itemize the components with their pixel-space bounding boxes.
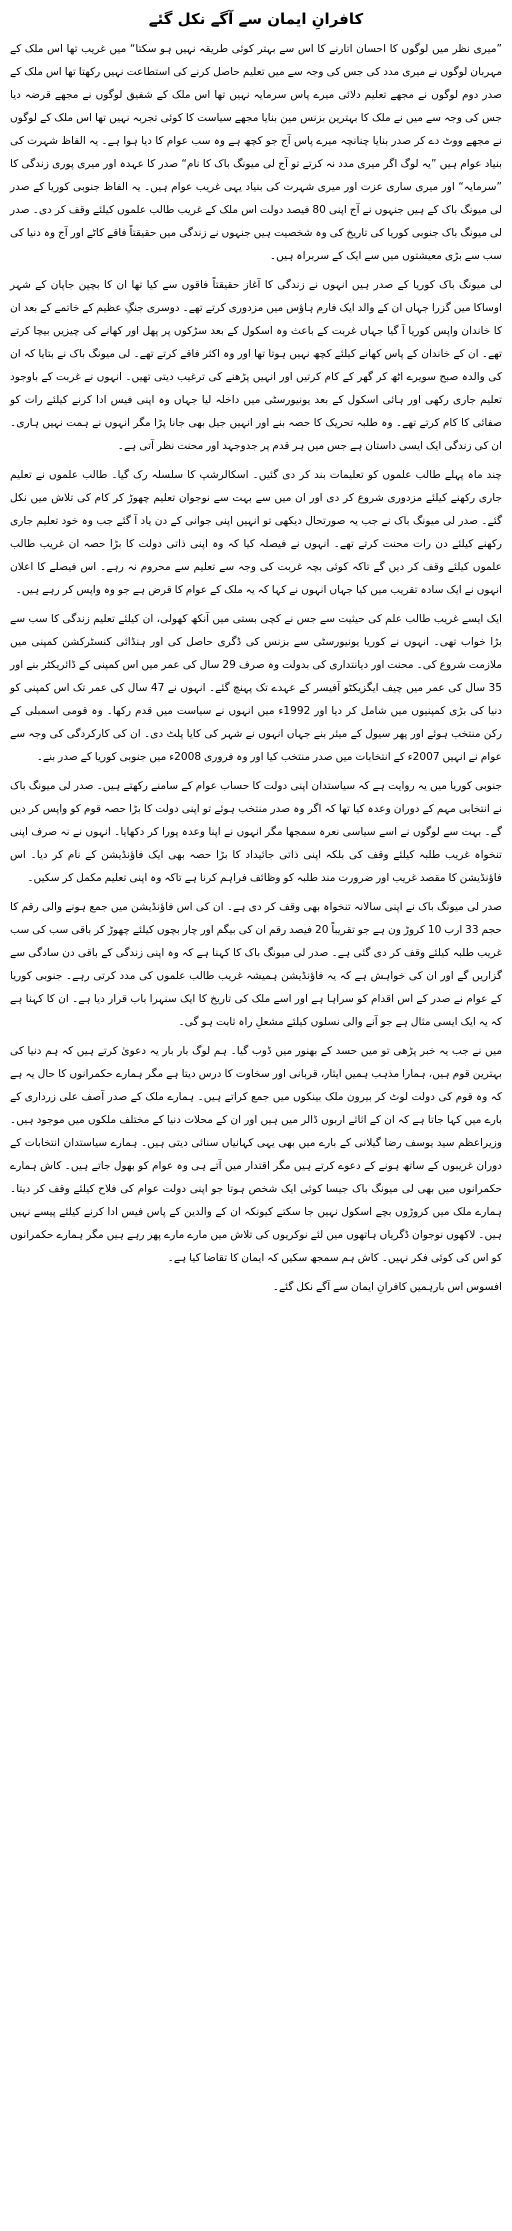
article-headline: کافرانِ ایمان سے آگے نکل گئے (148, 10, 364, 28)
article-closing-line: افسوس اس بارہمیں کافرانِ ایمان سے آگے نکل گئے۔ (272, 1281, 502, 1293)
article-paragraph: ایک ایسے غریب طالب علم کی حیثیت سے جس نے کچی بستی میں آنکھ کھولی، ان کیلئے تعلیم زندگی کا سب سے بڑا خواب تھی۔ انہوں نے کوریا یونیورسٹی سے بزنس کی ڈگری حاصل کی اور ہنڈائی کنسٹرکشن کمپنی میں ملازمت شروع کی۔ محنت اور دیانتداری کی بدولت وہ صرف 29 سال کی عمر میں اس کمپنی کے ڈائریکٹر بنے اور 35 سال کی عمر میں چیف ایگزیکٹو آفیسر کے عہدے تک پہنچ گئے۔ انہوں نے 47 سال کی عمر تک اس کمپنی کو دنیا کی بڑی کمپنیوں میں شامل کر دیا اور 1992ء میں انہوں نے سیاست میں قدم رکھا۔ وہ قومی اسمبلی کے رکن منتخب ہوئے اور پھر سیول کے میئر بنے جہاں انہوں نے شہر کی کایا پلٹ دی۔ ان کی کارکردگی کی وجہ سے عوام نے انہیں 2007ء کے انتخابات میں صدر منتخب کیا اور وہ فروری 2008ء میں جنوبی کوریا کے صدر بنے۔ (10, 613, 503, 763)
article-paragraph: لی میونگ باک کوریا کے صدر ہیں انہوں نے زندگی کا آغاز حقیقتاً فاقوں سے کیا تھا ان کا بچپن جاپان کے شہر اوساکا میں گزرا جہاں ان کے والد ایک فارم ہاؤس میں مزدوری کرتے تھے۔ دوسری جنگِ عظیم کے خاتمے کے بعد ان کا خاندان واپس کوریا آ گیا جہاں غربت کے باعث وہ اسکول کے بعد سڑکوں پر پھل اور کھانے کی چیزیں بیچا کرتے تھے۔ ان کے خاندان کے پاس کھانے کیلئے کچھ نہیں ہوتا تھا اور وہ اکثر فاقے کرتے تھے۔ لی میونگ باک نے بتایا کہ ان کی والدہ صبح سویرے اٹھ کر گھر کے کام کرتیں اور انہیں پڑھنے کی ترغیب دیتی تھیں۔ انہوں نے غربت کے باوجود تعلیم جاری رکھی اور ہائی اسکول کے بعد یونیورسٹی میں داخلہ لیا جہاں وہ اپنی فیس ادا کرنے کیلئے رات کو صفائی کا کام کرتے تھے۔ وہ طلبہ تحریک کا حصہ بنے اور انہیں جیل بھی جانا پڑا مگر انہوں نے ہمت نہیں ہاری۔ ان کی زندگی ایک ایسی داستان ہے جس میں ہر قدم پر جدوجہد اور محنت نظر آتی ہے۔ (10, 279, 502, 452)
article-paragraph: جنوبی کوریا میں یہ روایت ہے کہ سیاستدان اپنی دولت کا حساب عوام کے سامنے رکھتے ہیں۔ صدر لی میونگ باک نے انتخابی مہم کے دوران وعدہ کیا تھا کہ اگر وہ صدر منتخب ہوئے تو اپنی دولت کا بڑا حصہ قوم کو واپس کر دیں گے۔ بہت سے لوگوں نے اسے سیاسی نعرہ سمجھا مگر انہوں نے اپنا وعدہ پورا کر دکھایا۔ انہوں نے نہ صرف اپنی تنخواہ غریب طلبہ کیلئے وقف کی بلکہ اپنی ذاتی جائیداد کا بڑا حصہ بھی ایک فاؤنڈیشن کے نام کر دیا۔ اس فاؤنڈیشن کا مقصد غریب اور ضرورت مند طلبہ کو وظائف فراہم کرنا ہے تاکہ وہ اپنی تعلیم مکمل کر سکیں۔ (10, 780, 502, 884)
article-body (10, 38, 502, 1299)
article-paragraph: میں نے جب یہ خبر پڑھی تو میں حسد کے بھنور میں ڈوب گیا۔ ہم لوگ بار بار یہ دعویٰ کرتے ہیں کہ ہم دنیا کی بہترین قوم ہیں، ہمارا مذہب ہمیں ایثار، قربانی اور سخاوت کا درس دیتا ہے مگر ہمارے حکمرانوں کا حال یہ ہے کہ وہ قوم کی دولت لوٹ کر بیرون ملک بینکوں میں جمع کراتے ہیں۔ ہمارے ملک کے صدر آصف علی زرداری کے بارے میں کہا جاتا ہے کہ ان کے اثاثے اربوں ڈالر میں ہیں اور ان کے محلات دنیا کے مختلف ملکوں میں موجود ہیں۔ وزیراعظم سید یوسف رضا گیلانی کے بارے میں بھی یہی کہانیاں سنائی دیتی ہیں۔ ہمارے سیاستدان انتخابات کے دوران غریبوں کے ساتھ ہونے کے دعوے کرتے ہیں مگر اقتدار میں آتے ہی وہ عوام کو بھول جاتے ہیں۔ کاش ہمارے حکمرانوں میں بھی لی میونگ باک جیسا کوئی ایک شخص ہوتا جو اپنی دولت عوام کی فلاح کیلئے وقف کر دیتا۔ ہمارے ملک میں کروڑوں بچے اسکول نہیں جا سکتے کیونکہ ان کے والدین کے پاس فیس ادا کرنے کیلئے پیسے نہیں ہیں۔ لاکھوں نوجوان ڈگریاں ہاتھوں میں لئے نوکریوں کی تلاش میں مارے مارے پھر رہے ہیں مگر ہمارے حکمرانوں کو اس کی کوئی فکر نہیں۔ کاش ہم سمجھ سکیں کہ ایمان کا تقاضا کیا ہے۔ (10, 1045, 502, 1264)
article-paragraph: صدر لی میونگ باک نے اپنی سالانہ تنخواہ بھی وقف کر دی ہے۔ ان کی اس فاؤنڈیشن میں جمع ہونے والی رقم کا حجم 33 ارب 10 کروڑ ون ہے جو تقریباً 20 فیصد رقم ان کی بیگم اور چار بچوں کیلئے چھوڑ کر باقی سب کی سب غریب طلبہ کیلئے وقف کر دی گئی ہے۔ صدر لی میونگ باک کا کہنا ہے کہ وہ اپنی زندگی کے باقی دن سادگی سے گزاریں گے اور ان کی خواہش ہے کہ یہ فاؤنڈیشن ہمیشہ غریب طالب علموں کی مدد کرتی رہے۔ جنوبی کوریا کے عوام نے صدر کے اس اقدام کو سراہا ہے اور اسے ملک کی تاریخ کا ایک سنہرا باب قرار دیا ہے۔ ان کا کہنا ہے کہ یہ ایک ایسی مثال ہے جو آنے والی نسلوں کیلئے مشعلِ راہ ثابت ہو گی۔ (10, 901, 502, 1028)
article-paragraph: ”میری نظر میں لوگوں کا احسان اتارنے کا اس سے بہتر کوئی طریقہ نہیں ہو سکتا“ میں غریب تھا اس ملک کے مہربان لوگوں نے میری مدد کی جس کی وجہ سے میں تعلیم حاصل کرنے کی استطاعت نہیں رکھتا تھا اس ملک کے صدر دوم لوگوں نے مجھے تعلیم دلائی میرے پاس سرمایہ نہیں تھا اس ملک کے شفیق لوگوں نے مجھے قرضہ دیا جس کی وجہ سے میں نے ملک کا بہترین بزنس مین بنایا مجھے سیاست کا کوئی تجربہ نہیں تھا اس ملک کے لوگوں نے مجھے ووٹ دے کر صدر بنایا چنانچہ میرے پاس آج جو کچھ ہے وہ سب عوام کا دیا ہوا ہے۔ یہ الفاظ شہرت کی بنیاد عوام ہیں ”یہ لوگ اگر میری مدد نہ کرتے تو آج لی میونگ باک کا نام“ صدر کا عہدہ اور میری پوری زندگی کا ”سرمایہ“ اور میری ساری عزت اور میری شہرت کی بنیاد یہی غریب عوام ہیں۔ یہ الفاظ جنوبی کوریا کے صدر لی میونگ باک کے ہیں جنہوں نے آج اپنی 80 فیصد دولت اس ملک کے غریب طالب علموں کیلئے وقف کر دی۔ صدر لی میونگ باک جنوبی کوریا کی تاریخ کی وہ شخصیت ہیں جنہوں نے زندگی میں حقیقتاً فاقے کاٹے اور آج وہ دنیا کی سب سے بڑی معیشتوں میں سے ایک کے سربراہ ہیں۔ (10, 43, 503, 262)
article-paragraph: چند ماہ پہلے طالب علموں کو تعلیمات بند کر دی گئیں۔ اسکالرشپ کا سلسلہ رک گیا۔ طالب علموں نے تعلیم جاری رکھنے کیلئے مزدوری شروع کر دی اور ان میں سے بہت سے نوجوان تعلیم چھوڑ کر کام کی تلاش میں نکل گئے۔ صدر لی میونگ باک نے جب یہ صورتحال دیکھی تو انہیں اپنی جوانی کے دن یاد آ گئے جب وہ خود تعلیم جاری رکھنے کیلئے دن رات محنت کرتے تھے۔ انہوں نے فیصلہ کیا کہ وہ اپنی ذاتی دولت کا بڑا حصہ ان غریب طالب علموں کیلئے وقف کر دیں گے تاکہ کوئی بچہ غربت کی وجہ سے تعلیم سے محروم نہ رہے۔ اس فیصلے کا اعلان انہوں نے ایک سادہ تقریب میں کیا جہاں انہوں نے کہا کہ یہ ملک کے عوام کا قرض ہے جو وہ واپس کر رہے ہیں۔ (10, 469, 502, 596)
